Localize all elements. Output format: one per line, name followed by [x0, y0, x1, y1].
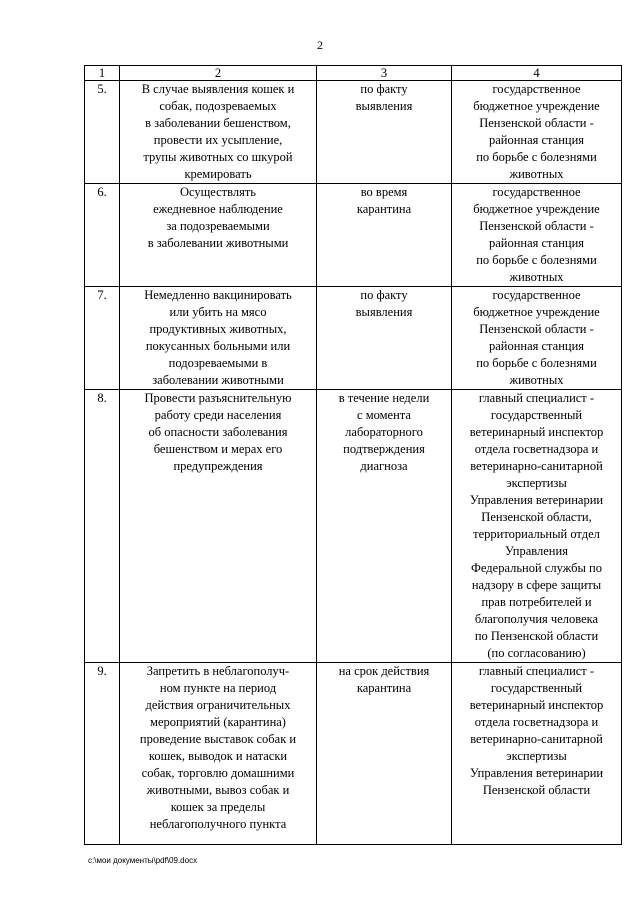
row-action: В случае выявления кошек и собак, подозреваемых в заболевании бешенством, провести их усыпление, трупы животных со шкурой кремировать: [120, 81, 317, 184]
row-term: в течение недели с момента лабораторного подтверждения диагноза: [317, 390, 452, 663]
row-action: Осуществлять ежедневное наблюдение за подозреваемыми в заболевании животными: [120, 184, 317, 287]
column-number-4: 4: [452, 66, 622, 81]
row-term: во время карантина: [317, 184, 452, 287]
row-action: Запретить в неблагополуч- ном пункте на период действия ограничительных мероприятий (карантина) проведение выставок собак и кошек, выводок и натаски собак, торговлю домашними животными, вывоз собак и кошек за пределы неблагополучного пункта: [120, 663, 317, 845]
page-number: 2: [317, 38, 323, 52]
row-action: Провести разъяснительную работу среди населения об опасности заболевания бешенством и мерах его предупреждения: [120, 390, 317, 663]
table-row: [85, 287, 622, 390]
row-term: по факту выявления: [317, 287, 452, 390]
row-responsible: государственное бюджетное учреждение Пензенской области - районная станция по борьбе с болезнями животных: [452, 81, 622, 184]
row-term: по факту выявления: [317, 81, 452, 184]
row-number: 6.: [85, 184, 120, 287]
table-row: [85, 390, 622, 663]
row-number: 7.: [85, 287, 120, 390]
row-responsible: главный специалист - государственный ветеринарный инспектор отдела госветнадзора и ветеринарно-санитарной экспертизы Управления ветеринарии Пензенской области: [452, 663, 622, 845]
table-row: [85, 663, 622, 845]
row-term: на срок действия карантина: [317, 663, 452, 845]
row-responsible: главный специалист - государственный ветеринарный инспектор отдела госветнадзора и ветеринарно-санитарной экспертизы Управления ветеринарии Пензенской области, территориальный отдел Управления Федеральной службы по надзору в сфере защиты прав потребителей и благополучия человека по Пензенской области (по согласованию): [452, 390, 622, 663]
column-number-1: 1: [85, 66, 120, 81]
row-number: 8.: [85, 390, 120, 663]
row-action: Немедленно вакцинировать или убить на мясо продуктивных животных, покусанных больными или подозреваемыми в заболевании животными: [120, 287, 317, 390]
table-row: [85, 184, 622, 287]
footer-file-path: c:\мои документы\pdf\09.docx: [88, 856, 198, 865]
table-row: [85, 81, 622, 184]
measures-table: [84, 65, 622, 845]
column-number-3: 3: [317, 66, 452, 81]
row-responsible: государственное бюджетное учреждение Пензенской области - районная станция по борьбе с болезнями животных: [452, 287, 622, 390]
table-header-row: [85, 66, 622, 81]
column-number-2: 2: [120, 66, 317, 81]
row-number: 9.: [85, 663, 120, 845]
row-number: 5.: [85, 81, 120, 184]
row-responsible: государственное бюджетное учреждение Пензенской области - районная станция по борьбе с болезнями животных: [452, 184, 622, 287]
